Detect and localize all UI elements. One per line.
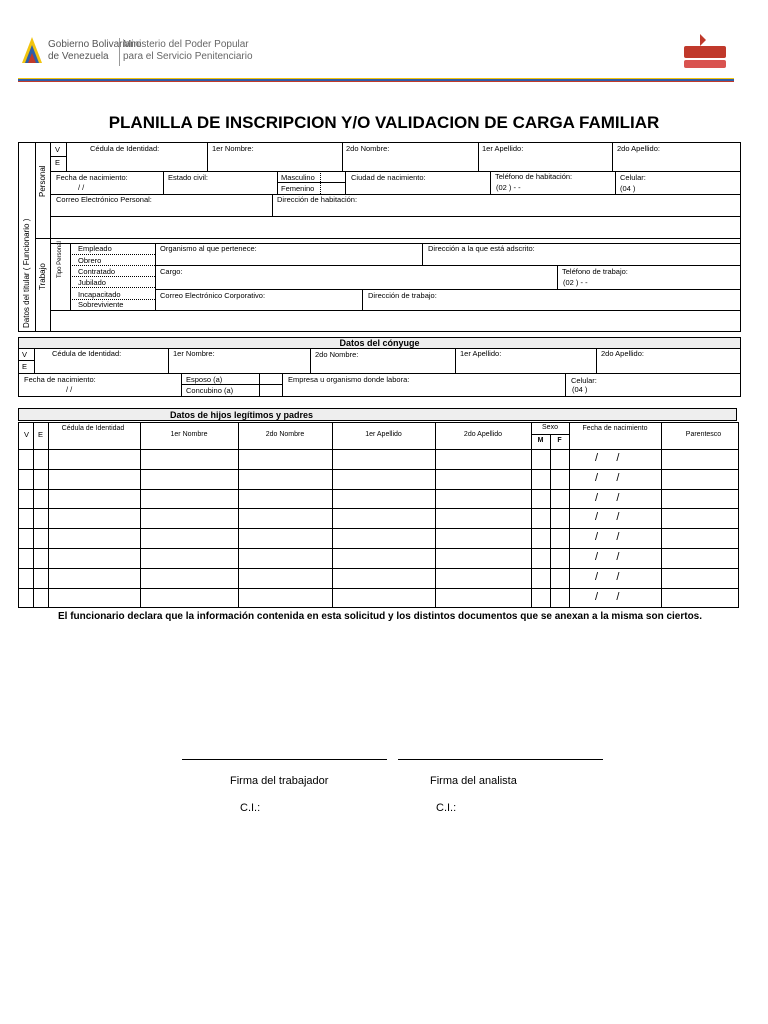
cargo-field[interactable]: Cargo: [160,267,183,276]
nombre1-field[interactable]: 1er Nombre: [212,144,254,153]
table-row-line [18,588,739,589]
hijos-title [18,408,737,421]
v-option[interactable]: V [55,145,61,154]
side-tipo-personal: Tipo Personal [57,241,63,278]
gov-line2: de Venezuela [48,51,109,62]
celular-value: (04 ) [620,184,636,193]
table-row-line [18,548,739,549]
col-apellido1: 1er Apellido [365,431,402,438]
flag-stripe [18,78,734,82]
fecha-nac-field[interactable]: Fecha de nacimiento: [56,173,128,182]
table-row-date[interactable]: / / [595,551,620,563]
correo-corp-field[interactable]: Correo Electrónico Corporativo: [160,291,266,300]
firma-analista-label: Firma del analista [430,775,517,787]
table-row-date[interactable]: / / [595,511,620,523]
nombre2-field[interactable]: 2do Nombre: [346,144,390,153]
table-row-date[interactable]: / / [595,591,620,603]
ministry-line2: para el Servicio Penitenciario [123,51,253,62]
apellido1-field[interactable]: 1er Apellido: [482,144,524,153]
tipo-incapacitado[interactable]: Incapacitado [78,290,121,299]
gov-line1: Gobierno Bolivariano [48,39,142,50]
organismo-field[interactable]: Organismo al que pertenece: [160,244,257,253]
col-nombre1: 1er Nombre [170,431,208,438]
col-f: F [557,437,562,444]
tipo-sobreviviente[interactable]: Sobreviviente [78,300,124,309]
correo-personal-field[interactable]: Correo Electrónico Personal: [56,195,152,204]
conyuge-fecha-slashes: / / [66,385,73,394]
col-e: E [38,430,44,439]
firma-analista-line [398,759,603,760]
table-row-date[interactable]: / / [595,531,620,543]
ministry-line1: Ministerio del Poder Popular [123,39,249,50]
femenino-option[interactable]: Femenino [281,184,315,193]
declaracion: El funcionario declara que la información contenida en esta solicitud y los distintos documentos que se anexan a la misma son ciertos. [57,611,703,622]
apellido2-field[interactable]: 2do Apellido: [617,144,660,153]
table-row-line [18,469,739,470]
table-row-date[interactable]: / / [595,571,620,583]
concubino-option[interactable]: Concubino (a) [186,386,234,395]
firma-trabajador-label: Firma del trabajador [230,775,329,787]
conyuge-fecha-field[interactable]: Fecha de nacimiento: [24,375,96,384]
direccion-trabajo-field[interactable]: Dirección de trabajo: [368,291,437,300]
conyuge-e-option[interactable]: E [22,362,28,371]
tipo-obrero[interactable]: Obrero [78,256,102,265]
socialist-logo [680,30,730,74]
side-personal: Personal [38,165,47,197]
col-nombre2: 2do Nombre [265,431,305,438]
ci-analista: C.I.: [436,802,457,814]
table-row-line [18,568,739,569]
direccion-hab-field[interactable]: Dirección de habitación: [277,195,358,204]
conyuge-v-option[interactable]: V [22,350,28,359]
col-fecha: Fecha de nacimiento [582,425,648,432]
tel-hab-field[interactable]: Teléfono de habitación: [495,172,573,181]
estado-civil-field[interactable]: Estado civil: [168,173,209,182]
tel-hab-value: (02 ) - - [496,183,521,192]
conyuge-celular-value: (04 ) [572,385,588,394]
table-row-line [18,508,739,509]
conyuge-apellido2-field[interactable]: 2do Apellido: [601,349,644,358]
col-sexo: Sexo [542,424,558,431]
conyuge-celular-field[interactable]: Celular: [571,376,597,385]
conyuge-apellido1-field[interactable]: 1er Apellido: [460,349,502,358]
side-trabajo: Trabajo [38,263,47,290]
direccion-adscrito-field[interactable]: Dirección a la que está adscrito: [428,244,535,253]
fecha-nac-slashes: / / [78,183,85,192]
tipo-contratado[interactable]: Contratado [78,267,116,276]
tel-trabajo-value: (02 ) - - [563,278,588,287]
celular-field[interactable]: Celular: [620,173,646,182]
table-row-line [18,489,739,490]
tel-trabajo-field[interactable]: Teléfono de trabajo: [562,267,628,276]
hijos-title-text: Datos de hijos legítimos y padres [170,410,314,420]
conyuge-cedula-field[interactable]: Cédula de Identidad: [52,349,122,358]
tipo-empleado[interactable]: Empleado [78,244,112,253]
conyuge-title: Datos del cónyuge [18,337,741,349]
col-m: M [537,437,544,444]
esposo-option[interactable]: Esposo (a) [186,375,223,384]
firma-trabajador-line [182,759,387,760]
table-row-date[interactable]: / / [595,492,620,504]
ciudad-nac-field[interactable]: Ciudad de nacimiento: [351,173,426,182]
tipo-jubilado[interactable]: Jubilado [78,278,106,287]
table-row-line [18,528,739,529]
table-row-date[interactable]: / / [595,472,620,484]
masculino-option[interactable]: Masculino [281,173,315,182]
page-title: PLANILLA DE INSCRIPCION Y/O VALIDACION DE CARGA FAMILIAR [108,113,660,132]
col-apellido2: 2do Apellido [463,431,503,438]
cedula-field[interactable]: Cédula de Identidad: [90,144,160,153]
conyuge-nombre1-field[interactable]: 1er Nombre: [173,349,215,358]
empresa-field[interactable]: Empresa u organismo donde labora: [288,375,410,384]
ci-trabajador: C.I.: [240,802,261,814]
col-parentesco: Parentesco [685,431,722,438]
side-titular: Datos del titular ( Funcionario ) [22,218,31,328]
e-option[interactable]: E [55,158,61,167]
gov-logo [18,33,46,71]
table-row-date[interactable]: / / [595,452,620,464]
conyuge-nombre2-field[interactable]: 2do Nombre: [315,350,359,359]
col-v: V [24,430,30,439]
col-cedula: Cédula de Identidad [61,425,125,432]
